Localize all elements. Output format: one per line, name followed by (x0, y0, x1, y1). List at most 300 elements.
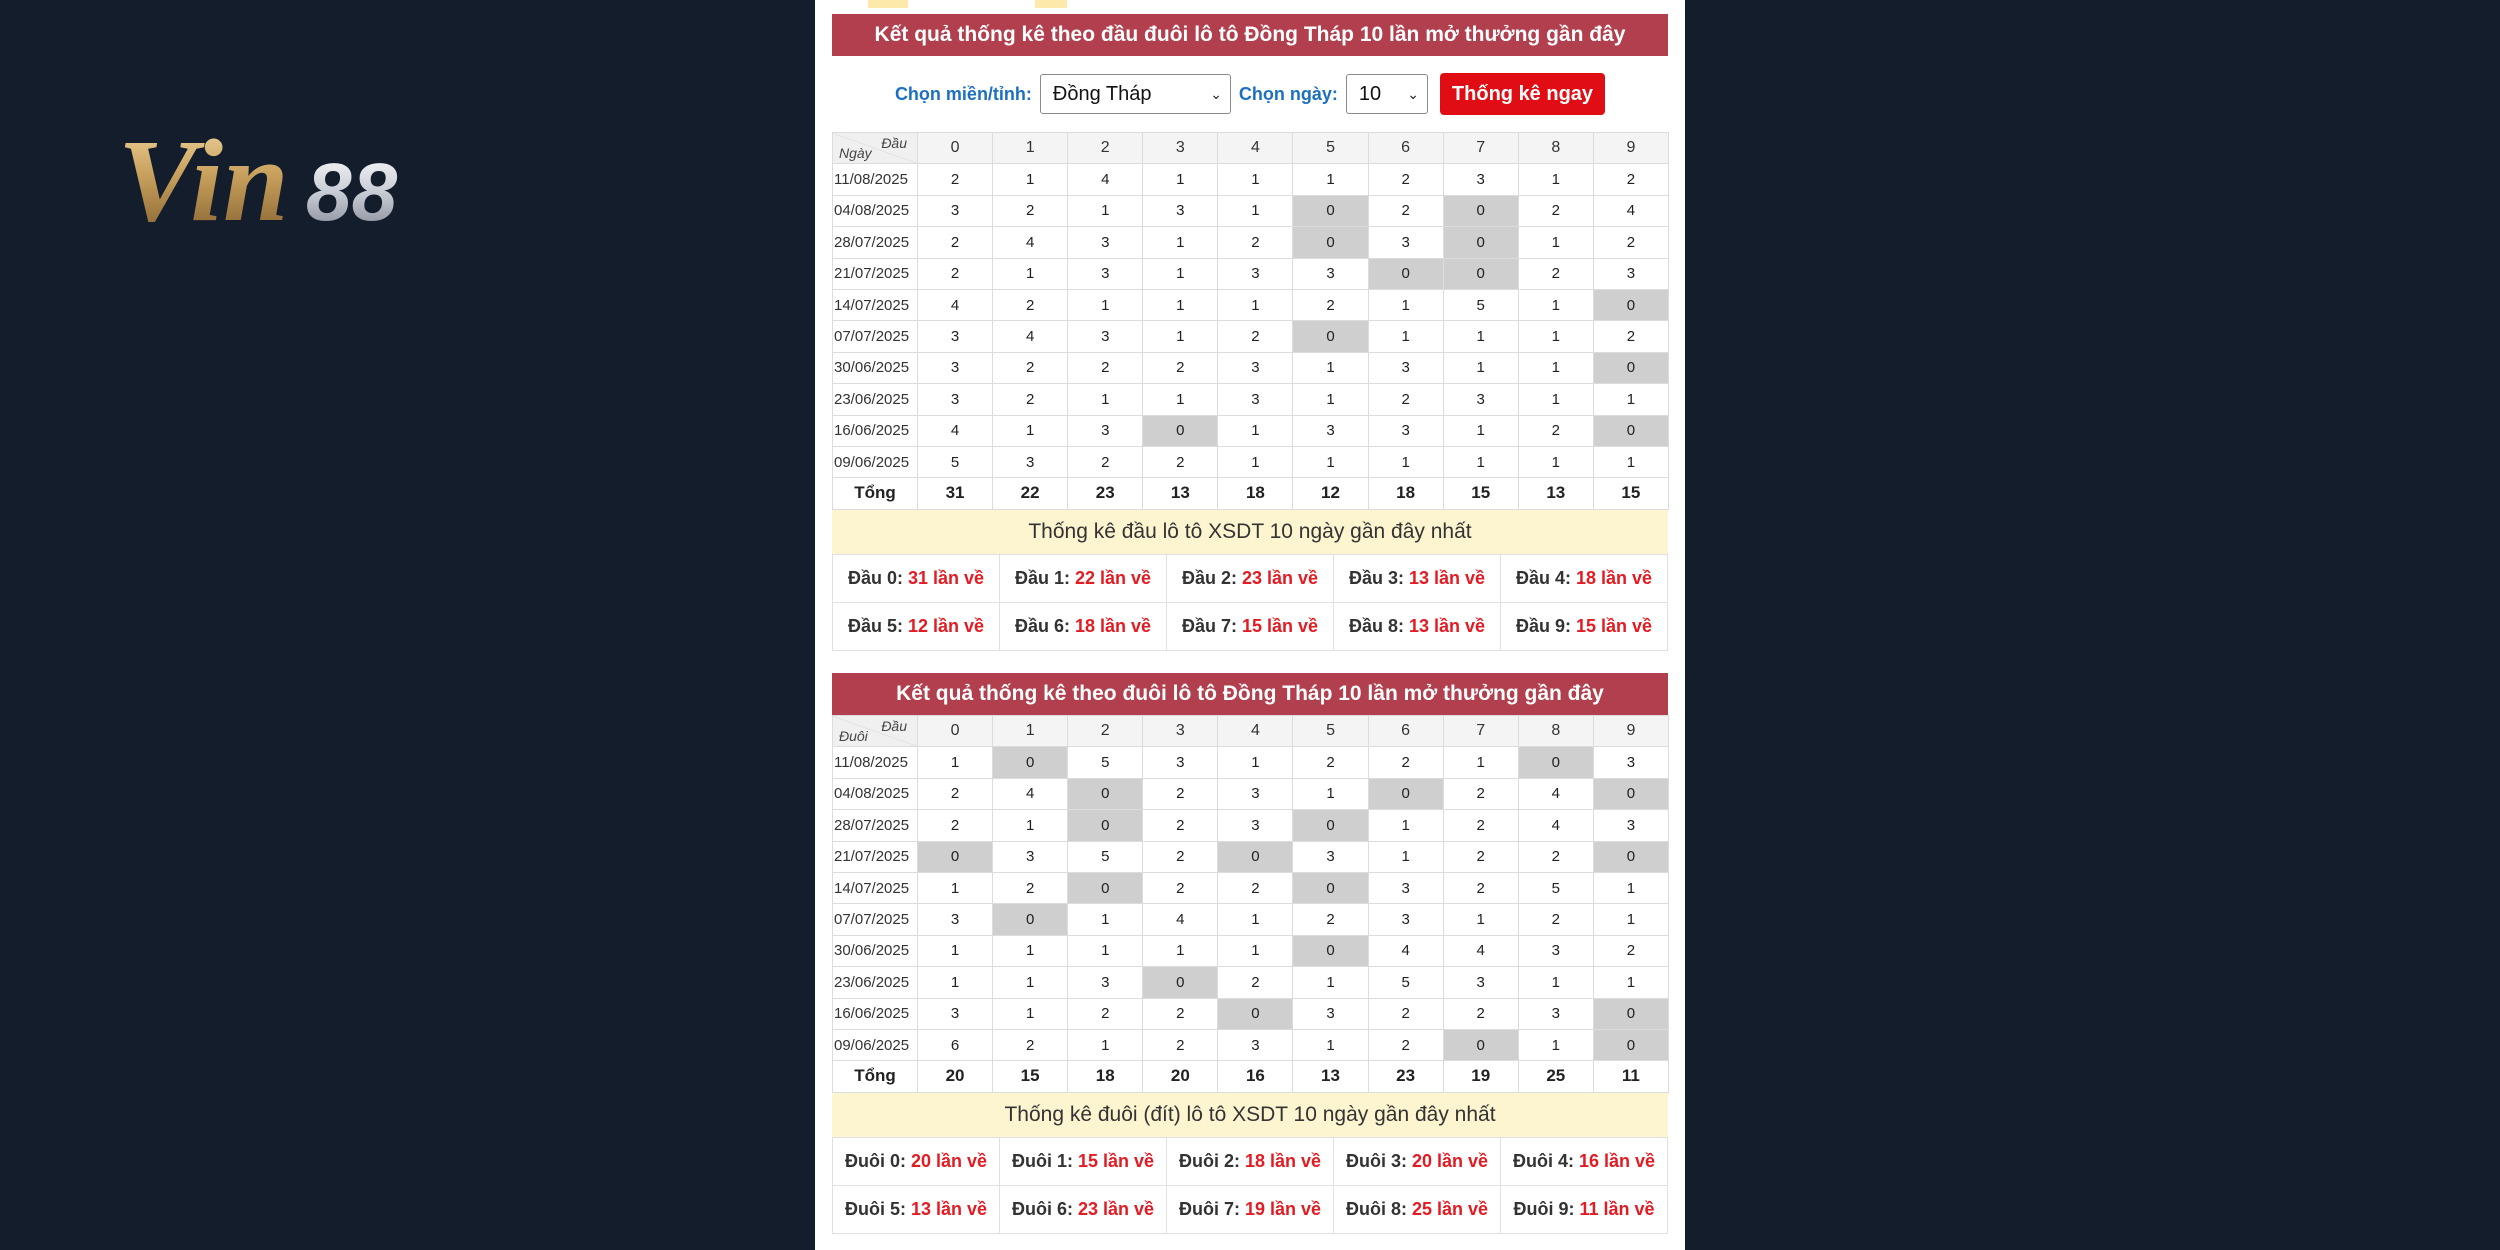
count-cell: 5 (1518, 872, 1593, 903)
count-cell: 3 (1443, 384, 1518, 415)
table-row (833, 446, 1669, 477)
days-select[interactable] (1346, 74, 1428, 114)
count-cell: 1 (1068, 289, 1143, 320)
column-header: 2 (1068, 716, 1143, 747)
count-cell: 2 (1368, 1029, 1443, 1060)
count-cell: 0 (1218, 998, 1293, 1029)
summary-value: 18 lần về (1074, 615, 1152, 636)
count-cell: 2 (918, 258, 993, 289)
total-cell: 19 (1443, 1061, 1518, 1092)
svg-text:88: 88 (306, 147, 398, 233)
count-cell: 1 (1518, 1029, 1593, 1060)
count-cell: 2 (1593, 935, 1668, 966)
count-cell: 2 (918, 164, 993, 195)
column-header: 3 (1143, 133, 1218, 164)
count-cell: 3 (993, 446, 1068, 477)
tail-summary-table (832, 1137, 1668, 1234)
count-cell: 0 (1518, 747, 1593, 778)
count-cell: 2 (1293, 289, 1368, 320)
count-cell: 1 (993, 164, 1068, 195)
count-cell: 2 (918, 227, 993, 258)
count-cell: 3 (1293, 415, 1368, 446)
count-cell: 1 (1368, 289, 1443, 320)
stats-panel (815, 0, 1685, 1250)
count-cell: 4 (993, 321, 1068, 352)
chevron-down-icon: ⌄ (1210, 85, 1222, 102)
count-cell: 3 (1368, 904, 1443, 935)
summary-item (1501, 1137, 1668, 1185)
total-label: Tổng (833, 478, 918, 509)
summary-label: Đuôi 9: (1513, 1198, 1575, 1219)
count-cell: 0 (1068, 778, 1143, 809)
count-cell: 0 (1443, 1029, 1518, 1060)
count-cell: 1 (1218, 164, 1293, 195)
corner-top-label: Đầu (881, 135, 907, 151)
count-cell: 1 (1443, 321, 1518, 352)
summary-row (833, 1137, 1668, 1185)
total-cell: 22 (993, 478, 1068, 509)
days-label: Chọn ngày: (1238, 83, 1338, 104)
count-cell: 3 (993, 841, 1068, 872)
count-cell: 3 (1218, 778, 1293, 809)
count-cell: 2 (1218, 321, 1293, 352)
count-cell: 0 (993, 747, 1068, 778)
summary-item (1334, 554, 1501, 602)
row-date: 07/07/2025 (833, 904, 918, 935)
row-date: 28/07/2025 (833, 810, 918, 841)
count-cell: 0 (1443, 195, 1518, 226)
count-cell: 4 (1518, 810, 1593, 841)
total-cell: 13 (1518, 478, 1593, 509)
count-cell: 2 (1218, 967, 1293, 998)
row-date: 21/07/2025 (833, 841, 918, 872)
count-cell: 2 (918, 778, 993, 809)
count-cell: 2 (993, 195, 1068, 226)
count-cell: 2 (1368, 747, 1443, 778)
summary-label: Đuôi 2: (1178, 1150, 1240, 1171)
total-cell: 15 (1443, 478, 1518, 509)
total-cell: 18 (1368, 478, 1443, 509)
count-cell: 5 (1068, 747, 1143, 778)
summary-item (1334, 1185, 1501, 1233)
summary-label: Đuôi 3: (1345, 1150, 1407, 1171)
count-cell: 3 (1368, 352, 1443, 383)
total-cell: 13 (1143, 478, 1218, 509)
count-cell: 1 (1443, 747, 1518, 778)
summary-value: 15 lần về (1241, 615, 1319, 636)
column-header: 3 (1143, 716, 1218, 747)
count-cell: 2 (1368, 998, 1443, 1029)
summary-item (1501, 1185, 1668, 1233)
days-value: 10 (1358, 82, 1382, 105)
summary-item (1167, 1137, 1334, 1185)
count-cell: 3 (1368, 227, 1443, 258)
count-cell: 2 (993, 1029, 1068, 1060)
count-cell: 2 (1443, 778, 1518, 809)
count-cell: 4 (918, 289, 993, 320)
count-cell: 5 (1368, 967, 1443, 998)
count-cell: 0 (1593, 289, 1668, 320)
total-cell: 31 (918, 478, 993, 509)
total-cell: 12 (1293, 478, 1368, 509)
count-cell: 1 (993, 415, 1068, 446)
summary-item (1000, 1137, 1167, 1185)
table-row (833, 872, 1669, 903)
count-cell: 1 (993, 935, 1068, 966)
count-cell: 2 (1143, 998, 1218, 1029)
count-cell: 1 (1068, 384, 1143, 415)
count-cell: 1 (1518, 227, 1593, 258)
row-date: 30/06/2025 (833, 935, 918, 966)
count-cell: 2 (1293, 904, 1368, 935)
count-cell: 1 (1068, 195, 1143, 226)
count-cell: 1 (1293, 1029, 1368, 1060)
table-row (833, 1029, 1669, 1060)
count-cell: 2 (1593, 321, 1668, 352)
province-select[interactable] (1040, 74, 1231, 114)
count-cell: 3 (1068, 415, 1143, 446)
filter-controls (832, 56, 1668, 132)
count-cell: 3 (918, 321, 993, 352)
head-stats-table (832, 132, 1669, 510)
count-cell: 1 (1593, 904, 1668, 935)
summary-item (1000, 554, 1167, 602)
table-header-row (833, 133, 1669, 164)
count-cell: 0 (1593, 352, 1668, 383)
count-cell: 1 (1293, 164, 1368, 195)
count-cell: 1 (1068, 1029, 1143, 1060)
count-cell: 1 (1143, 935, 1218, 966)
summary-title: Thống kê đầu lô tô XSDT 10 ngày gần đây nhất (832, 510, 1668, 554)
count-cell: 3 (1368, 415, 1443, 446)
count-cell: 2 (1143, 352, 1218, 383)
total-cell: 23 (1368, 1061, 1443, 1092)
count-cell: 1 (1143, 164, 1218, 195)
summary-label: Đầu 6: (1014, 615, 1070, 636)
total-cell: 18 (1068, 1061, 1143, 1092)
row-date: 09/06/2025 (833, 1029, 918, 1060)
total-cell: 16 (1218, 1061, 1293, 1092)
table-corner-cell (833, 133, 918, 164)
count-cell: 3 (1068, 258, 1143, 289)
summary-item (1334, 602, 1501, 650)
count-cell: 3 (1593, 810, 1668, 841)
count-cell: 1 (1143, 321, 1218, 352)
count-cell: 2 (1593, 164, 1668, 195)
count-cell: 1 (993, 258, 1068, 289)
row-date: 11/08/2025 (833, 747, 918, 778)
count-cell: 3 (918, 384, 993, 415)
count-cell: 1 (1443, 446, 1518, 477)
count-cell: 1 (918, 747, 993, 778)
count-cell: 0 (1143, 967, 1218, 998)
count-cell: 4 (1368, 935, 1443, 966)
count-cell: 5 (1068, 841, 1143, 872)
count-cell: 2 (1443, 872, 1518, 903)
summary-label: Đuôi 4: (1512, 1150, 1574, 1171)
summary-label: Đầu 8: (1348, 615, 1404, 636)
table-row (833, 935, 1669, 966)
total-cell: 11 (1593, 1061, 1668, 1092)
count-cell: 3 (1218, 258, 1293, 289)
table-row (833, 258, 1669, 289)
count-cell: 2 (1518, 841, 1593, 872)
count-cell: 1 (1518, 967, 1593, 998)
total-cell: 20 (1143, 1061, 1218, 1092)
count-cell: 2 (1143, 1029, 1218, 1060)
summary-row (833, 554, 1668, 602)
row-date: 04/08/2025 (833, 778, 918, 809)
summary-item (1167, 602, 1334, 650)
count-cell: 3 (1518, 998, 1593, 1029)
summary-value: 25 lần về (1411, 1198, 1489, 1219)
count-cell: 3 (1218, 352, 1293, 383)
count-cell: 1 (993, 810, 1068, 841)
count-cell: 4 (918, 415, 993, 446)
count-cell: 3 (1068, 967, 1143, 998)
count-cell: 2 (993, 872, 1068, 903)
count-cell: 1 (1518, 289, 1593, 320)
summary-item (833, 602, 1000, 650)
submit-stats-button[interactable]: Thống kê ngay (1440, 73, 1605, 115)
count-cell: 0 (1593, 1029, 1668, 1060)
count-cell: 2 (1143, 446, 1218, 477)
province-label: Chọn miền/tỉnh: (894, 83, 1032, 104)
row-date: 14/07/2025 (833, 289, 918, 320)
section-title: Kết quả thống kê theo đuôi lô tô Đồng Tháp 10 lần mở thưởng gần đây (832, 673, 1668, 715)
count-cell: 1 (993, 967, 1068, 998)
count-cell: 2 (918, 810, 993, 841)
count-cell: 1 (1368, 446, 1443, 477)
count-cell: 3 (1518, 935, 1593, 966)
count-cell: 0 (1593, 778, 1668, 809)
table-row (833, 747, 1669, 778)
table-row (833, 967, 1669, 998)
column-header: 4 (1218, 133, 1293, 164)
count-cell: 0 (1293, 195, 1368, 226)
count-cell: 2 (1068, 446, 1143, 477)
total-row (833, 1061, 1669, 1092)
count-cell: 3 (1143, 747, 1218, 778)
count-cell: 4 (1068, 164, 1143, 195)
total-cell: 18 (1218, 478, 1293, 509)
summary-label: Đầu 7: (1181, 615, 1237, 636)
table-row (833, 164, 1669, 195)
summary-label: Đầu 0: (847, 567, 903, 588)
count-cell: 1 (1518, 352, 1593, 383)
summary-value: 31 lần về (907, 567, 985, 588)
tail-stats-table (832, 715, 1669, 1093)
count-cell: 2 (1293, 747, 1368, 778)
count-cell: 4 (993, 227, 1068, 258)
total-row (833, 478, 1669, 509)
summary-value: 22 lần về (1074, 567, 1152, 588)
count-cell: 1 (1443, 904, 1518, 935)
count-cell: 0 (1293, 872, 1368, 903)
column-header: 5 (1293, 133, 1368, 164)
count-cell: 1 (1218, 747, 1293, 778)
count-cell: 2 (993, 289, 1068, 320)
row-date: 16/06/2025 (833, 415, 918, 446)
count-cell: 1 (1293, 384, 1368, 415)
count-cell: 0 (1593, 998, 1668, 1029)
total-cell: 15 (993, 1061, 1068, 1092)
count-cell: 2 (993, 352, 1068, 383)
count-cell: 0 (1593, 415, 1668, 446)
count-cell: 1 (1518, 321, 1593, 352)
count-cell: 0 (1068, 872, 1143, 903)
chevron-down-icon: ⌄ (1407, 85, 1419, 102)
column-header: 8 (1518, 716, 1593, 747)
count-cell: 6 (918, 1029, 993, 1060)
count-cell: 3 (1068, 227, 1143, 258)
count-cell: 2 (1218, 227, 1293, 258)
count-cell: 1 (1143, 289, 1218, 320)
table-row (833, 384, 1669, 415)
summary-item (1000, 1185, 1167, 1233)
count-cell: 3 (918, 352, 993, 383)
count-cell: 1 (993, 998, 1068, 1029)
count-cell: 0 (1368, 258, 1443, 289)
summary-value: 19 lần về (1244, 1198, 1322, 1219)
count-cell: 1 (1593, 967, 1668, 998)
table-corner-cell (833, 716, 918, 747)
count-cell: 3 (1368, 872, 1443, 903)
count-cell: 3 (1293, 841, 1368, 872)
column-header: 0 (918, 716, 993, 747)
count-cell: 1 (1443, 415, 1518, 446)
count-cell: 1 (1143, 384, 1218, 415)
row-date: 23/06/2025 (833, 967, 918, 998)
count-cell: 1 (918, 967, 993, 998)
summary-item (1000, 602, 1167, 650)
summary-label: Đuôi 8: (1345, 1198, 1407, 1219)
count-cell: 3 (1218, 384, 1293, 415)
summary-label: Đầu 1: (1014, 567, 1070, 588)
total-cell: 23 (1068, 478, 1143, 509)
count-cell: 0 (1368, 778, 1443, 809)
summary-label: Đuôi 0: (844, 1150, 906, 1171)
column-header: 7 (1443, 133, 1518, 164)
column-header: 6 (1368, 133, 1443, 164)
summary-row (833, 602, 1668, 650)
count-cell: 2 (1593, 227, 1668, 258)
count-cell: 4 (1443, 935, 1518, 966)
count-cell: 1 (1368, 810, 1443, 841)
column-header: 9 (1593, 133, 1668, 164)
summary-value: 23 lần về (1241, 567, 1319, 588)
summary-value: 13 lần về (1408, 615, 1486, 636)
count-cell: 1 (1593, 872, 1668, 903)
row-date: 09/06/2025 (833, 446, 918, 477)
count-cell: 3 (1293, 998, 1368, 1029)
count-cell: 4 (1593, 195, 1668, 226)
count-cell: 1 (918, 935, 993, 966)
count-cell: 1 (1068, 904, 1143, 935)
count-cell: 3 (1593, 258, 1668, 289)
count-cell: 2 (1068, 352, 1143, 383)
count-cell: 1 (1218, 904, 1293, 935)
count-cell: 3 (1443, 967, 1518, 998)
count-cell: 1 (1293, 352, 1368, 383)
summary-value: 15 lần về (1077, 1150, 1155, 1171)
count-cell: 1 (1293, 778, 1368, 809)
row-date: 07/07/2025 (833, 321, 918, 352)
summary-title: Thống kê đuôi (đít) lô tô XSDT 10 ngày gần đây nhất (832, 1093, 1668, 1137)
count-cell: 0 (1293, 935, 1368, 966)
count-cell: 0 (1293, 321, 1368, 352)
count-cell: 1 (1593, 384, 1668, 415)
count-cell: 0 (1293, 227, 1368, 258)
total-cell: 13 (1293, 1061, 1368, 1092)
count-cell: 0 (1068, 810, 1143, 841)
count-cell: 1 (1518, 164, 1593, 195)
column-header: 5 (1293, 716, 1368, 747)
count-cell: 0 (993, 904, 1068, 935)
total-label: Tổng (833, 1061, 918, 1092)
summary-value: 23 lần về (1077, 1198, 1155, 1219)
summary-value: 15 lần về (1575, 615, 1653, 636)
count-cell: 0 (1593, 841, 1668, 872)
count-cell: 5 (1443, 289, 1518, 320)
count-cell: 3 (1443, 164, 1518, 195)
summary-label: Đuôi 1: (1011, 1150, 1073, 1171)
row-date: 28/07/2025 (833, 227, 918, 258)
table-row (833, 227, 1669, 258)
count-cell: 1 (1218, 415, 1293, 446)
column-header: 9 (1593, 716, 1668, 747)
count-cell: 2 (1368, 384, 1443, 415)
row-date: 23/06/2025 (833, 384, 918, 415)
count-cell: 1 (1368, 321, 1443, 352)
summary-value: 20 lần về (910, 1150, 988, 1171)
table-row (833, 841, 1669, 872)
count-cell: 1 (1518, 446, 1593, 477)
count-cell: 2 (1143, 841, 1218, 872)
summary-value: 12 lần về (907, 615, 985, 636)
count-cell: 2 (1443, 810, 1518, 841)
corner-bottom-label: Ngày (839, 145, 872, 162)
count-cell: 2 (1143, 872, 1218, 903)
count-cell: 1 (1443, 352, 1518, 383)
count-cell: 1 (1143, 258, 1218, 289)
summary-item (833, 554, 1000, 602)
count-cell: 4 (993, 778, 1068, 809)
summary-label: Đầu 2: (1181, 567, 1237, 588)
count-cell: 2 (1143, 810, 1218, 841)
summary-item (833, 1185, 1000, 1233)
section-title: Kết quả thống kê theo đầu đuôi lô tô Đồng Tháp 10 lần mở thưởng gần đây (832, 14, 1668, 56)
count-cell: 2 (1368, 195, 1443, 226)
count-cell: 0 (1293, 810, 1368, 841)
count-cell: 2 (1518, 195, 1593, 226)
count-cell: 1 (1218, 289, 1293, 320)
summary-item (833, 1137, 1000, 1185)
count-cell: 2 (1443, 841, 1518, 872)
top-tab-strip (840, 0, 1680, 8)
count-cell: 3 (918, 904, 993, 935)
column-header: 7 (1443, 716, 1518, 747)
count-cell: 1 (1218, 935, 1293, 966)
row-date: 16/06/2025 (833, 998, 918, 1029)
summary-item (1167, 554, 1334, 602)
corner-top-label: Đầu (881, 718, 907, 734)
count-cell: 1 (1293, 967, 1368, 998)
row-date: 30/06/2025 (833, 352, 918, 383)
summary-label: Đầu 5: (847, 615, 903, 636)
count-cell: 1 (1368, 841, 1443, 872)
column-header: 4 (1218, 716, 1293, 747)
